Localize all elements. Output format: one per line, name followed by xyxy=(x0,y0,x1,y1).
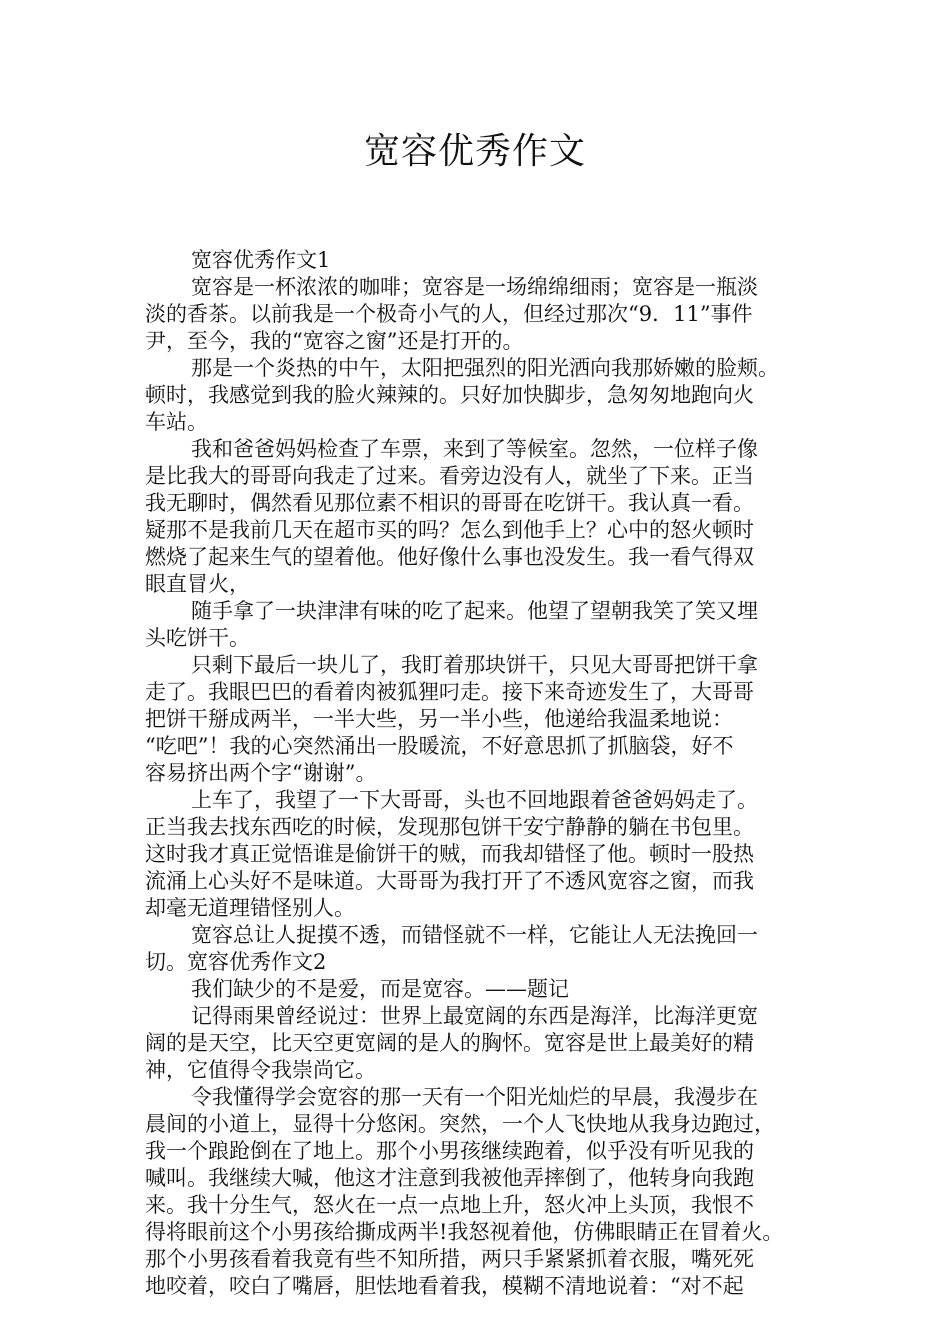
body-line: 令我懂得学会宽容的那一天有一个阳光灿烂的早晨，我漫步在 xyxy=(191,1085,758,1109)
body-line: 把饼干掰成两半，一半大些，另一半小些，他递给我温柔地说： xyxy=(145,707,733,731)
body-line: 头吃饼干。 xyxy=(145,626,250,650)
body-line: 我们缺少的不是爱，而是宽容。——题记 xyxy=(191,977,569,1001)
document-title: 宽容优秀作文 xyxy=(363,131,586,172)
body-line: 记得雨果曾经说过：世界上最宽阔的东西是海洋，比海洋更宽 xyxy=(191,1004,758,1028)
body-line: 那是一个炎热的中午，太阳把强烈的阳光洒向我那娇嫩的脸颊。 xyxy=(191,356,779,380)
body-line: 正当我去找东西吃的时候，发现那包饼干安宁静静的躺在书包里。 xyxy=(145,815,754,839)
body-line: 流涌上心头好不是味道。大哥哥为我打开了不透风宽容之窗，而我 xyxy=(145,869,754,893)
body-line: 淡的香茶。以前我是一个极奇小气的人，但经过那次“9．11”事件 xyxy=(145,302,753,326)
body-line: 宽容总让人捉摸不透，而错怪就不一样，它能让人无法挽回一 xyxy=(191,923,758,947)
body-line: 尹，至今，我的“宽容之窗”还是打开的。 xyxy=(145,329,524,353)
body-line: 是比我大的哥哥向我走了过来。看旁边没有人，就坐了下来。正当 xyxy=(145,464,754,488)
document-body xyxy=(145,247,821,1300)
body-line: 疑那不是我前几天在超市买的吗？怎么到他手上？心中的怒火顿时 xyxy=(145,518,754,542)
body-line: 随手拿了一块津津有味的吃了起来。他望了望朝我笑了笑又埋 xyxy=(191,599,758,623)
body-line: 却毫无道理错怪别人。 xyxy=(145,896,355,920)
body-line: 宽容优秀作文1 xyxy=(191,248,331,272)
body-line: 神，它值得令我崇尚它。 xyxy=(145,1058,376,1082)
body-line: 切。宽容优秀作文2 xyxy=(145,950,327,974)
body-line: 车站。 xyxy=(145,410,208,434)
body-line: 地咬着，咬白了嘴唇，胆怯地看着我，模糊不清地说着：“对不起 xyxy=(145,1274,744,1298)
body-line: 这时我才真正觉悟谁是偷饼干的贼，而我却错怪了他。顿时一股热 xyxy=(145,842,754,866)
body-line: 我和爸爸妈妈检查了车票，来到了等候室。忽然，一位样子像 xyxy=(191,437,758,461)
body-line: 顿时，我感觉到我的脸火辣辣的。只好加快脚步，急匆匆地跑向火 xyxy=(145,383,754,407)
body-line: 眼直冒火， xyxy=(145,572,250,596)
body-line: 那个小男孩看着我竟有些不知所措，两只手紧紧抓着衣服，嘴死死 xyxy=(145,1247,754,1271)
body-line: 阔的是天空，比天空更宽阔的是人的胸怀。宽容是世上最美好的精 xyxy=(145,1031,754,1055)
body-line: 宽容是一杯浓浓的咖啡；宽容是一场绵绵细雨；宽容是一瓶淡 xyxy=(191,275,758,299)
body-line: “吃吧”！我的心突然涌出一股暖流，不好意思抓了抓脑袋，好不 xyxy=(145,734,734,758)
body-line: 喊叫。我继续大喊，他这才注意到我被他弄摔倒了，他转身向我跑 xyxy=(145,1166,754,1190)
body-line: 得将眼前这个小男孩给撕成两半!我怒视着他，仿佛眼睛正在冒着火。 xyxy=(145,1220,784,1244)
body-line: 只剩下最后一块儿了，我盯着那块饼干，只见大哥哥把饼干拿 xyxy=(191,653,758,677)
body-line: 晨间的小道上，显得十分悠闲。突然，一个人飞快地从我身边跑过， xyxy=(145,1112,775,1136)
body-line: 上车了，我望了一下大哥哥，头也不回地跟着爸爸妈妈走了。 xyxy=(191,788,758,812)
body-line: 我无聊时，偶然看见那位素不相识的哥哥在吃饼干。我认真一看。 xyxy=(145,491,754,515)
body-line: 走了。我眼巴巴的看着肉被狐狸叼走。接下来奇迹发生了，大哥哥 xyxy=(145,680,754,704)
body-line: 容易挤出两个字“谢谢”。 xyxy=(145,761,377,785)
body-line: 来。我十分生气，怒火在一点一点地上升，怒火冲上头顶，我恨不 xyxy=(145,1193,754,1217)
body-line: 燃烧了起来生气的望着他。他好像什么事也没发生。我一看气得双 xyxy=(145,545,754,569)
body-line: 我一个踉跄倒在了地上。那个小男孩继续跑着，似乎没有听见我的 xyxy=(145,1139,754,1163)
